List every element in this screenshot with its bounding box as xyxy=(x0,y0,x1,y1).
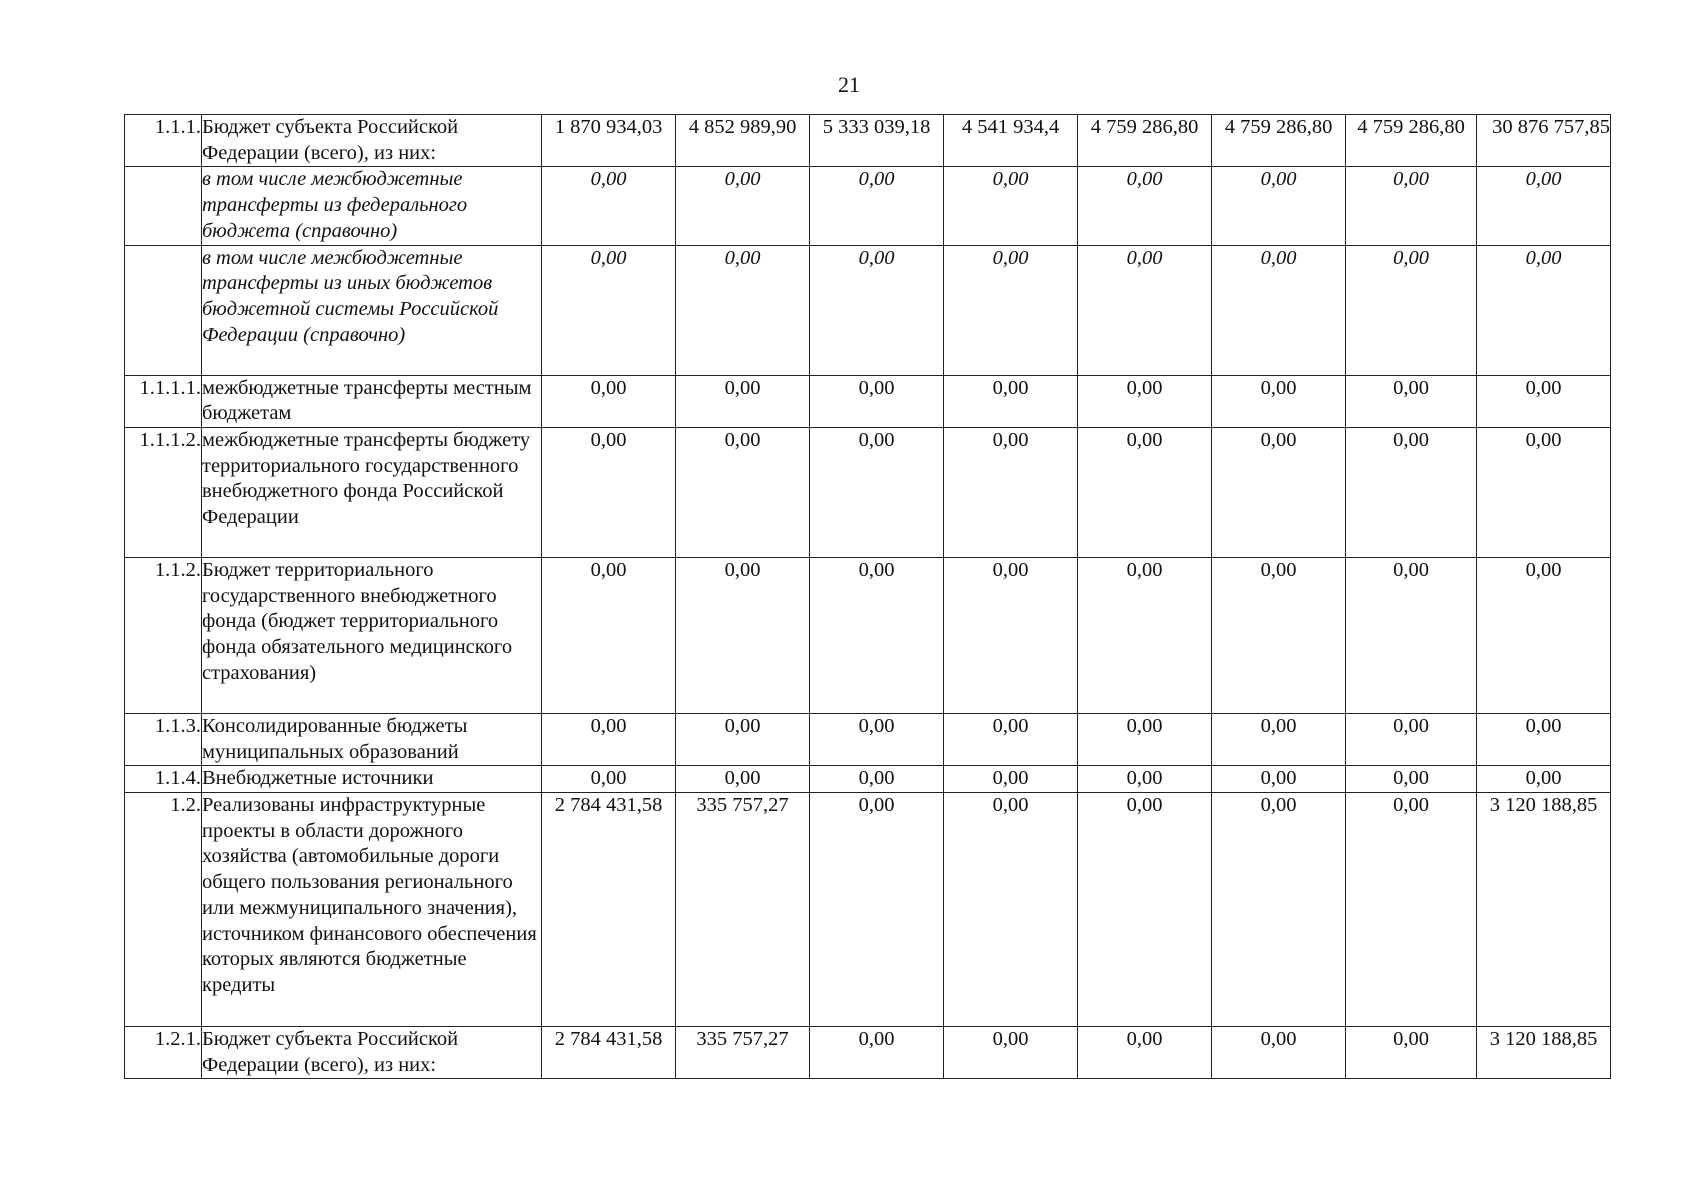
row-value: 0,00 xyxy=(1477,167,1611,245)
row-value: 0,00 xyxy=(1212,793,1346,1027)
row-value: 0,00 xyxy=(1346,167,1477,245)
row-value: 0,00 xyxy=(542,427,676,557)
row-name: в том числе межбюджетные трансферты из федерального бюджета (справочно) xyxy=(202,167,542,245)
row-code: 1.1.4. xyxy=(125,766,202,793)
row-name: межбюджетные трансферты бюджету территориального государственного внебюджетного фонда Российской Федерации xyxy=(202,427,542,557)
row-value: 0,00 xyxy=(542,713,676,765)
row-value: 0,00 xyxy=(1346,793,1477,1027)
row-name: Бюджет субъекта Российской Федерации (всего), из них: xyxy=(202,115,542,167)
row-value: 0,00 xyxy=(1477,766,1611,793)
table-row xyxy=(125,1027,1611,1079)
row-value: 0,00 xyxy=(810,1027,944,1079)
row-value: 2 784 431,58 xyxy=(542,793,676,1027)
row-value: 0,00 xyxy=(542,245,676,375)
table-row xyxy=(125,557,1611,713)
row-name: межбюджетные трансферты местным бюджетам xyxy=(202,375,542,427)
row-value: 0,00 xyxy=(810,766,944,793)
row-value: 0,00 xyxy=(676,375,810,427)
row-value: 4 541 934,4 xyxy=(944,115,1078,167)
row-value: 0,00 xyxy=(810,427,944,557)
row-value: 0,00 xyxy=(1477,375,1611,427)
row-value: 0,00 xyxy=(676,713,810,765)
row-value: 0,00 xyxy=(1212,713,1346,765)
row-value: 0,00 xyxy=(944,375,1078,427)
row-value: 0,00 xyxy=(1078,793,1212,1027)
row-value: 2 784 431,58 xyxy=(542,1027,676,1079)
row-value: 0,00 xyxy=(1346,245,1477,375)
row-value: 0,00 xyxy=(1346,375,1477,427)
row-value: 0,00 xyxy=(944,793,1078,1027)
table-row xyxy=(125,427,1611,557)
row-code xyxy=(125,245,202,375)
table-row xyxy=(125,167,1611,245)
row-value: 4 759 286,80 xyxy=(1212,115,1346,167)
row-value: 0,00 xyxy=(676,167,810,245)
row-value: 0,00 xyxy=(810,245,944,375)
row-code: 1.2.1. xyxy=(125,1027,202,1079)
row-value: 0,00 xyxy=(944,557,1078,713)
row-value: 0,00 xyxy=(1078,766,1212,793)
row-name: в том числе межбюджетные трансферты из иных бюджетов бюджетной системы Российской Федерации (справочно) xyxy=(202,245,542,375)
row-value: 0,00 xyxy=(1078,713,1212,765)
row-value: 0,00 xyxy=(944,167,1078,245)
row-name: Бюджет субъекта Российской Федерации (всего), из них: xyxy=(202,1027,542,1079)
row-name: Бюджет территориального государственного внебюджетного фонда (бюджет территориального фонда обязательного медицинского страхования) xyxy=(202,557,542,713)
row-value: 0,00 xyxy=(542,375,676,427)
row-value: 4 759 286,80 xyxy=(1078,115,1212,167)
row-value: 0,00 xyxy=(676,245,810,375)
row-value: 0,00 xyxy=(1078,557,1212,713)
row-code: 1.1.1. xyxy=(125,115,202,167)
budget-table xyxy=(124,114,1611,1079)
row-name: Консолидированные бюджеты муниципальных образований xyxy=(202,713,542,765)
row-value: 0,00 xyxy=(1212,427,1346,557)
row-value: 0,00 xyxy=(542,766,676,793)
row-value: 0,00 xyxy=(944,245,1078,375)
row-value: 0,00 xyxy=(1212,1027,1346,1079)
row-value: 0,00 xyxy=(1078,427,1212,557)
row-value: 0,00 xyxy=(810,557,944,713)
row-value: 0,00 xyxy=(1346,713,1477,765)
row-value: 0,00 xyxy=(810,713,944,765)
row-value: 0,00 xyxy=(1212,375,1346,427)
row-code: 1.1.2. xyxy=(125,557,202,713)
page-number: 21 xyxy=(838,72,860,97)
row-value: 30 876 757,85 xyxy=(1477,115,1611,167)
row-value: 0,00 xyxy=(944,766,1078,793)
row-value: 0,00 xyxy=(1078,167,1212,245)
row-value: 0,00 xyxy=(1078,245,1212,375)
row-value: 0,00 xyxy=(676,427,810,557)
row-value: 3 120 188,85 xyxy=(1477,1027,1611,1079)
row-value: 0,00 xyxy=(1477,713,1611,765)
row-value: 0,00 xyxy=(810,375,944,427)
row-value: 0,00 xyxy=(542,167,676,245)
row-value: 0,00 xyxy=(810,793,944,1027)
row-value: 0,00 xyxy=(1078,1027,1212,1079)
row-value: 0,00 xyxy=(1477,557,1611,713)
row-value: 0,00 xyxy=(542,557,676,713)
row-value: 0,00 xyxy=(944,427,1078,557)
row-value: 0,00 xyxy=(944,1027,1078,1079)
row-value: 0,00 xyxy=(1212,245,1346,375)
row-value: 5 333 039,18 xyxy=(810,115,944,167)
row-name: Реализованы инфраструктурные проекты в области дорожного хозяйства (автомобильные дороги общего пользования регионального или межмуниципального значения), источником финансового обеспечения которых являются бюджетные кредиты xyxy=(202,793,542,1027)
row-value: 0,00 xyxy=(1346,1027,1477,1079)
row-name: Внебюджетные источники xyxy=(202,766,542,793)
row-value: 3 120 188,85 xyxy=(1477,793,1611,1027)
row-value: 0,00 xyxy=(1477,427,1611,557)
table-body xyxy=(125,115,1611,1079)
row-value: 4 759 286,80 xyxy=(1346,115,1477,167)
row-code: 1.1.3. xyxy=(125,713,202,765)
row-code: 1.1.1.2. xyxy=(125,427,202,557)
row-code: 1.1.1.1. xyxy=(125,375,202,427)
row-value: 4 852 989,90 xyxy=(676,115,810,167)
table-row xyxy=(125,115,1611,167)
row-value: 335 757,27 xyxy=(676,793,810,1027)
row-code: 1.2. xyxy=(125,793,202,1027)
row-value: 0,00 xyxy=(676,766,810,793)
row-value: 0,00 xyxy=(1078,375,1212,427)
table-row xyxy=(125,766,1611,793)
row-code xyxy=(125,167,202,245)
row-value: 0,00 xyxy=(1346,427,1477,557)
row-value: 0,00 xyxy=(1346,766,1477,793)
row-value: 0,00 xyxy=(1212,557,1346,713)
row-value: 1 870 934,03 xyxy=(542,115,676,167)
row-value: 0,00 xyxy=(1212,766,1346,793)
row-value: 0,00 xyxy=(1212,167,1346,245)
row-value: 0,00 xyxy=(676,557,810,713)
table-row xyxy=(125,375,1611,427)
row-value: 0,00 xyxy=(1346,557,1477,713)
table-row xyxy=(125,713,1611,765)
table-row xyxy=(125,245,1611,375)
row-value: 0,00 xyxy=(1477,245,1611,375)
row-value: 0,00 xyxy=(944,713,1078,765)
row-value: 335 757,27 xyxy=(676,1027,810,1079)
row-value: 0,00 xyxy=(810,167,944,245)
table-row xyxy=(125,793,1611,1027)
